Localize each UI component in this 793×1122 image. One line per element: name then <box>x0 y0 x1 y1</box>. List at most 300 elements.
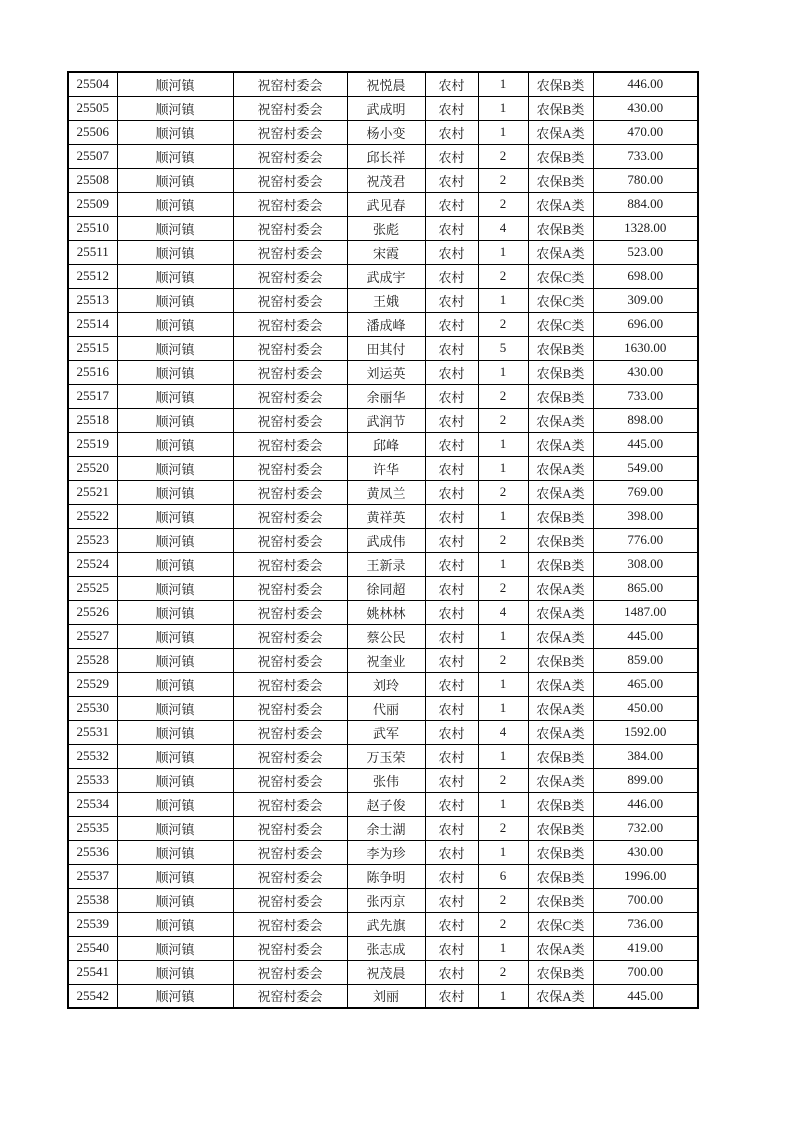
cell-record-id: 25537 <box>68 864 117 888</box>
table-row <box>68 672 698 696</box>
table-row <box>68 480 698 504</box>
cell-town: 顺河镇 <box>117 264 233 288</box>
cell-town: 顺河镇 <box>117 960 233 984</box>
cell-village-committee: 祝窑村委会 <box>233 96 347 120</box>
cell-person-count: 1 <box>478 456 528 480</box>
cell-amount: 445.00 <box>593 624 698 648</box>
cell-town: 顺河镇 <box>117 480 233 504</box>
cell-residence-type: 农村 <box>425 552 478 576</box>
cell-village-committee: 祝窑村委会 <box>233 912 347 936</box>
cell-person-name: 武军 <box>347 720 425 744</box>
cell-residence-type: 农村 <box>425 168 478 192</box>
cell-amount: 309.00 <box>593 288 698 312</box>
cell-town: 顺河镇 <box>117 168 233 192</box>
cell-town: 顺河镇 <box>117 840 233 864</box>
cell-amount: 776.00 <box>593 528 698 552</box>
cell-insurance-category: 农保A类 <box>528 480 593 504</box>
cell-record-id: 25511 <box>68 240 117 264</box>
cell-record-id: 25539 <box>68 912 117 936</box>
cell-insurance-category: 农保B类 <box>528 840 593 864</box>
cell-insurance-category: 农保A类 <box>528 192 593 216</box>
cell-residence-type: 农村 <box>425 840 478 864</box>
cell-record-id: 25507 <box>68 144 117 168</box>
cell-town: 顺河镇 <box>117 648 233 672</box>
cell-amount: 780.00 <box>593 168 698 192</box>
cell-village-committee: 祝窑村委会 <box>233 840 347 864</box>
cell-person-name: 祝茂君 <box>347 168 425 192</box>
cell-record-id: 25524 <box>68 552 117 576</box>
cell-insurance-category: 农保C类 <box>528 912 593 936</box>
cell-insurance-category: 农保B类 <box>528 504 593 528</box>
cell-person-count: 1 <box>478 672 528 696</box>
cell-residence-type: 农村 <box>425 744 478 768</box>
cell-insurance-category: 农保B类 <box>528 888 593 912</box>
cell-person-name: 余士湖 <box>347 816 425 840</box>
table-row <box>68 960 698 984</box>
cell-insurance-category: 农保A类 <box>528 936 593 960</box>
cell-town: 顺河镇 <box>117 600 233 624</box>
cell-insurance-category: 农保B类 <box>528 216 593 240</box>
table-row <box>68 840 698 864</box>
cell-person-name: 黄凤兰 <box>347 480 425 504</box>
cell-residence-type: 农村 <box>425 360 478 384</box>
cell-record-id: 25521 <box>68 480 117 504</box>
cell-residence-type: 农村 <box>425 672 478 696</box>
cell-insurance-category: 农保A类 <box>528 984 593 1008</box>
cell-insurance-category: 农保B类 <box>528 96 593 120</box>
cell-village-committee: 祝窑村委会 <box>233 888 347 912</box>
cell-record-id: 25514 <box>68 312 117 336</box>
cell-insurance-category: 农保B类 <box>528 528 593 552</box>
cell-person-name: 余丽华 <box>347 384 425 408</box>
cell-residence-type: 农村 <box>425 936 478 960</box>
cell-village-committee: 祝窑村委会 <box>233 360 347 384</box>
cell-residence-type: 农村 <box>425 504 478 528</box>
cell-residence-type: 农村 <box>425 384 478 408</box>
cell-amount: 446.00 <box>593 72 698 96</box>
cell-amount: 698.00 <box>593 264 698 288</box>
cell-insurance-category: 农保B类 <box>528 360 593 384</box>
cell-insurance-category: 农保A类 <box>528 696 593 720</box>
cell-village-committee: 祝窑村委会 <box>233 72 347 96</box>
cell-person-count: 1 <box>478 96 528 120</box>
cell-person-count: 1 <box>478 624 528 648</box>
cell-insurance-category: 农保B类 <box>528 960 593 984</box>
cell-person-count: 4 <box>478 216 528 240</box>
cell-person-count: 4 <box>478 600 528 624</box>
cell-town: 顺河镇 <box>117 744 233 768</box>
cell-insurance-category: 农保C类 <box>528 288 593 312</box>
cell-record-id: 25512 <box>68 264 117 288</box>
cell-person-name: 代丽 <box>347 696 425 720</box>
cell-person-count: 2 <box>478 768 528 792</box>
cell-record-id: 25510 <box>68 216 117 240</box>
table-row <box>68 912 698 936</box>
cell-town: 顺河镇 <box>117 504 233 528</box>
cell-residence-type: 农村 <box>425 192 478 216</box>
cell-amount: 736.00 <box>593 912 698 936</box>
cell-record-id: 25532 <box>68 744 117 768</box>
cell-insurance-category: 农保A类 <box>528 408 593 432</box>
cell-amount: 446.00 <box>593 792 698 816</box>
cell-record-id: 25522 <box>68 504 117 528</box>
cell-person-count: 1 <box>478 840 528 864</box>
cell-person-name: 邱峰 <box>347 432 425 456</box>
cell-insurance-category: 农保A类 <box>528 576 593 600</box>
cell-record-id: 25535 <box>68 816 117 840</box>
cell-person-count: 1 <box>478 696 528 720</box>
cell-person-name: 姚林林 <box>347 600 425 624</box>
cell-amount: 445.00 <box>593 984 698 1008</box>
cell-residence-type: 农村 <box>425 336 478 360</box>
cell-person-count: 1 <box>478 120 528 144</box>
cell-residence-type: 农村 <box>425 912 478 936</box>
cell-village-committee: 祝窑村委会 <box>233 696 347 720</box>
cell-residence-type: 农村 <box>425 600 478 624</box>
table-row <box>68 648 698 672</box>
table-row <box>68 240 698 264</box>
cell-person-name: 刘丽 <box>347 984 425 1008</box>
cell-village-committee: 祝窑村委会 <box>233 240 347 264</box>
cell-record-id: 25530 <box>68 696 117 720</box>
cell-residence-type: 农村 <box>425 144 478 168</box>
cell-amount: 769.00 <box>593 480 698 504</box>
cell-person-count: 1 <box>478 792 528 816</box>
cell-town: 顺河镇 <box>117 384 233 408</box>
cell-town: 顺河镇 <box>117 312 233 336</box>
cell-village-committee: 祝窑村委会 <box>233 936 347 960</box>
cell-amount: 523.00 <box>593 240 698 264</box>
cell-record-id: 25523 <box>68 528 117 552</box>
cell-village-committee: 祝窑村委会 <box>233 816 347 840</box>
cell-amount: 465.00 <box>593 672 698 696</box>
cell-record-id: 25513 <box>68 288 117 312</box>
cell-record-id: 25526 <box>68 600 117 624</box>
cell-person-name: 张彪 <box>347 216 425 240</box>
cell-record-id: 25536 <box>68 840 117 864</box>
cell-person-name: 邱长祥 <box>347 144 425 168</box>
cell-village-committee: 祝窑村委会 <box>233 624 347 648</box>
table-row <box>68 816 698 840</box>
cell-person-name: 田其付 <box>347 336 425 360</box>
cell-person-name: 祝奎业 <box>347 648 425 672</box>
table-row <box>68 72 698 96</box>
cell-village-committee: 祝窑村委会 <box>233 408 347 432</box>
cell-record-id: 25518 <box>68 408 117 432</box>
cell-amount: 696.00 <box>593 312 698 336</box>
cell-residence-type: 农村 <box>425 240 478 264</box>
table-row <box>68 120 698 144</box>
cell-residence-type: 农村 <box>425 816 478 840</box>
cell-amount: 1328.00 <box>593 216 698 240</box>
cell-person-name: 王娥 <box>347 288 425 312</box>
cell-village-committee: 祝窑村委会 <box>233 264 347 288</box>
cell-town: 顺河镇 <box>117 576 233 600</box>
table-row <box>68 216 698 240</box>
cell-town: 顺河镇 <box>117 216 233 240</box>
cell-village-committee: 祝窑村委会 <box>233 480 347 504</box>
cell-person-name: 张志成 <box>347 936 425 960</box>
table-row <box>68 696 698 720</box>
cell-village-committee: 祝窑村委会 <box>233 192 347 216</box>
cell-person-count: 6 <box>478 864 528 888</box>
cell-person-name: 李为珍 <box>347 840 425 864</box>
cell-person-count: 1 <box>478 552 528 576</box>
cell-person-count: 1 <box>478 72 528 96</box>
cell-person-name: 蔡公民 <box>347 624 425 648</box>
cell-amount: 430.00 <box>593 360 698 384</box>
cell-insurance-category: 农保B类 <box>528 552 593 576</box>
cell-town: 顺河镇 <box>117 288 233 312</box>
subsidy-table <box>67 71 699 1009</box>
cell-town: 顺河镇 <box>117 816 233 840</box>
cell-insurance-category: 农保B类 <box>528 792 593 816</box>
cell-residence-type: 农村 <box>425 648 478 672</box>
table-body <box>68 72 698 1008</box>
table-row <box>68 768 698 792</box>
cell-village-committee: 祝窑村委会 <box>233 864 347 888</box>
cell-residence-type: 农村 <box>425 576 478 600</box>
cell-amount: 1630.00 <box>593 336 698 360</box>
cell-insurance-category: 农保A类 <box>528 456 593 480</box>
cell-insurance-category: 农保B类 <box>528 72 593 96</box>
cell-village-committee: 祝窑村委会 <box>233 576 347 600</box>
cell-person-name: 杨小变 <box>347 120 425 144</box>
cell-insurance-category: 农保C类 <box>528 264 593 288</box>
cell-town: 顺河镇 <box>117 552 233 576</box>
cell-residence-type: 农村 <box>425 792 478 816</box>
cell-amount: 1592.00 <box>593 720 698 744</box>
cell-person-count: 2 <box>478 912 528 936</box>
cell-person-count: 2 <box>478 576 528 600</box>
cell-village-committee: 祝窑村委会 <box>233 504 347 528</box>
cell-insurance-category: 农保B类 <box>528 864 593 888</box>
cell-record-id: 25516 <box>68 360 117 384</box>
cell-person-count: 1 <box>478 744 528 768</box>
cell-person-name: 潘成峰 <box>347 312 425 336</box>
cell-town: 顺河镇 <box>117 888 233 912</box>
cell-record-id: 25508 <box>68 168 117 192</box>
cell-village-committee: 祝窑村委会 <box>233 720 347 744</box>
cell-record-id: 25505 <box>68 96 117 120</box>
cell-person-count: 5 <box>478 336 528 360</box>
cell-residence-type: 农村 <box>425 720 478 744</box>
cell-residence-type: 农村 <box>425 264 478 288</box>
cell-village-committee: 祝窑村委会 <box>233 960 347 984</box>
cell-person-count: 1 <box>478 288 528 312</box>
cell-person-count: 1 <box>478 936 528 960</box>
cell-town: 顺河镇 <box>117 408 233 432</box>
cell-town: 顺河镇 <box>117 120 233 144</box>
cell-village-committee: 祝窑村委会 <box>233 432 347 456</box>
cell-amount: 733.00 <box>593 144 698 168</box>
table-row <box>68 624 698 648</box>
table-row <box>68 552 698 576</box>
cell-amount: 859.00 <box>593 648 698 672</box>
cell-town: 顺河镇 <box>117 792 233 816</box>
table-row <box>68 408 698 432</box>
cell-residence-type: 农村 <box>425 960 478 984</box>
cell-insurance-category: 农保A类 <box>528 768 593 792</box>
cell-amount: 398.00 <box>593 504 698 528</box>
cell-record-id: 25538 <box>68 888 117 912</box>
cell-person-name: 张丙京 <box>347 888 425 912</box>
cell-insurance-category: 农保B类 <box>528 816 593 840</box>
cell-person-name: 赵子俊 <box>347 792 425 816</box>
table-row <box>68 456 698 480</box>
cell-record-id: 25527 <box>68 624 117 648</box>
cell-person-count: 2 <box>478 408 528 432</box>
cell-person-count: 2 <box>478 264 528 288</box>
cell-town: 顺河镇 <box>117 336 233 360</box>
cell-amount: 1487.00 <box>593 600 698 624</box>
cell-record-id: 25533 <box>68 768 117 792</box>
cell-town: 顺河镇 <box>117 72 233 96</box>
cell-village-committee: 祝窑村委会 <box>233 168 347 192</box>
cell-person-name: 祝茂晨 <box>347 960 425 984</box>
cell-record-id: 25534 <box>68 792 117 816</box>
cell-residence-type: 农村 <box>425 456 478 480</box>
cell-town: 顺河镇 <box>117 864 233 888</box>
cell-person-count: 1 <box>478 360 528 384</box>
cell-town: 顺河镇 <box>117 984 233 1008</box>
cell-person-name: 许华 <box>347 456 425 480</box>
cell-person-name: 武先旗 <box>347 912 425 936</box>
cell-insurance-category: 农保A类 <box>528 600 593 624</box>
cell-residence-type: 农村 <box>425 96 478 120</box>
cell-person-count: 2 <box>478 168 528 192</box>
cell-record-id: 25540 <box>68 936 117 960</box>
cell-amount: 445.00 <box>593 432 698 456</box>
table-row <box>68 144 698 168</box>
cell-village-committee: 祝窑村委会 <box>233 672 347 696</box>
cell-person-count: 2 <box>478 648 528 672</box>
cell-insurance-category: 农保B类 <box>528 336 593 360</box>
cell-amount: 549.00 <box>593 456 698 480</box>
table-row <box>68 384 698 408</box>
cell-person-name: 张伟 <box>347 768 425 792</box>
cell-person-name: 武成伟 <box>347 528 425 552</box>
cell-amount: 308.00 <box>593 552 698 576</box>
cell-residence-type: 农村 <box>425 408 478 432</box>
cell-residence-type: 农村 <box>425 432 478 456</box>
cell-town: 顺河镇 <box>117 192 233 216</box>
table-row <box>68 432 698 456</box>
cell-amount: 732.00 <box>593 816 698 840</box>
cell-insurance-category: 农保C类 <box>528 312 593 336</box>
cell-insurance-category: 农保B类 <box>528 648 593 672</box>
cell-person-count: 4 <box>478 720 528 744</box>
cell-town: 顺河镇 <box>117 528 233 552</box>
cell-person-name: 陈争明 <box>347 864 425 888</box>
cell-record-id: 25541 <box>68 960 117 984</box>
table-row <box>68 744 698 768</box>
cell-village-committee: 祝窑村委会 <box>233 384 347 408</box>
cell-amount: 733.00 <box>593 384 698 408</box>
cell-residence-type: 农村 <box>425 312 478 336</box>
cell-town: 顺河镇 <box>117 360 233 384</box>
cell-town: 顺河镇 <box>117 936 233 960</box>
cell-village-committee: 祝窑村委会 <box>233 792 347 816</box>
table-row <box>68 864 698 888</box>
cell-insurance-category: 农保B类 <box>528 744 593 768</box>
cell-record-id: 25531 <box>68 720 117 744</box>
cell-village-committee: 祝窑村委会 <box>233 216 347 240</box>
cell-residence-type: 农村 <box>425 984 478 1008</box>
cell-village-committee: 祝窑村委会 <box>233 648 347 672</box>
cell-village-committee: 祝窑村委会 <box>233 984 347 1008</box>
cell-village-committee: 祝窑村委会 <box>233 600 347 624</box>
cell-person-name: 徐同超 <box>347 576 425 600</box>
cell-amount: 884.00 <box>593 192 698 216</box>
cell-record-id: 25529 <box>68 672 117 696</box>
cell-town: 顺河镇 <box>117 240 233 264</box>
table-row <box>68 312 698 336</box>
table-row <box>68 576 698 600</box>
cell-amount: 700.00 <box>593 888 698 912</box>
cell-record-id: 25519 <box>68 432 117 456</box>
cell-village-committee: 祝窑村委会 <box>233 288 347 312</box>
cell-insurance-category: 农保A类 <box>528 432 593 456</box>
cell-person-count: 2 <box>478 960 528 984</box>
cell-insurance-category: 农保A类 <box>528 672 593 696</box>
cell-village-committee: 祝窑村委会 <box>233 336 347 360</box>
table-row <box>68 504 698 528</box>
cell-person-count: 1 <box>478 432 528 456</box>
cell-amount: 450.00 <box>593 696 698 720</box>
cell-person-name: 武见春 <box>347 192 425 216</box>
cell-person-name: 刘玲 <box>347 672 425 696</box>
cell-person-count: 1 <box>478 504 528 528</box>
cell-record-id: 25515 <box>68 336 117 360</box>
cell-record-id: 25509 <box>68 192 117 216</box>
cell-residence-type: 农村 <box>425 120 478 144</box>
cell-residence-type: 农村 <box>425 768 478 792</box>
cell-record-id: 25528 <box>68 648 117 672</box>
table-row <box>68 192 698 216</box>
cell-person-count: 2 <box>478 192 528 216</box>
cell-town: 顺河镇 <box>117 696 233 720</box>
cell-person-count: 2 <box>478 888 528 912</box>
cell-record-id: 25506 <box>68 120 117 144</box>
cell-village-committee: 祝窑村委会 <box>233 312 347 336</box>
cell-amount: 898.00 <box>593 408 698 432</box>
cell-town: 顺河镇 <box>117 624 233 648</box>
table-row <box>68 720 698 744</box>
cell-amount: 1996.00 <box>593 864 698 888</box>
table-row <box>68 528 698 552</box>
cell-residence-type: 农村 <box>425 696 478 720</box>
cell-person-count: 2 <box>478 384 528 408</box>
cell-town: 顺河镇 <box>117 912 233 936</box>
cell-amount: 384.00 <box>593 744 698 768</box>
table-row <box>68 984 698 1008</box>
cell-amount: 430.00 <box>593 840 698 864</box>
cell-person-name: 万玉荣 <box>347 744 425 768</box>
cell-residence-type: 农村 <box>425 864 478 888</box>
table-row <box>68 792 698 816</box>
table-row <box>68 96 698 120</box>
cell-residence-type: 农村 <box>425 216 478 240</box>
cell-record-id: 25517 <box>68 384 117 408</box>
cell-insurance-category: 农保B类 <box>528 144 593 168</box>
cell-person-name: 王新录 <box>347 552 425 576</box>
cell-residence-type: 农村 <box>425 888 478 912</box>
cell-person-count: 2 <box>478 312 528 336</box>
cell-amount: 470.00 <box>593 120 698 144</box>
cell-village-committee: 祝窑村委会 <box>233 120 347 144</box>
cell-town: 顺河镇 <box>117 432 233 456</box>
